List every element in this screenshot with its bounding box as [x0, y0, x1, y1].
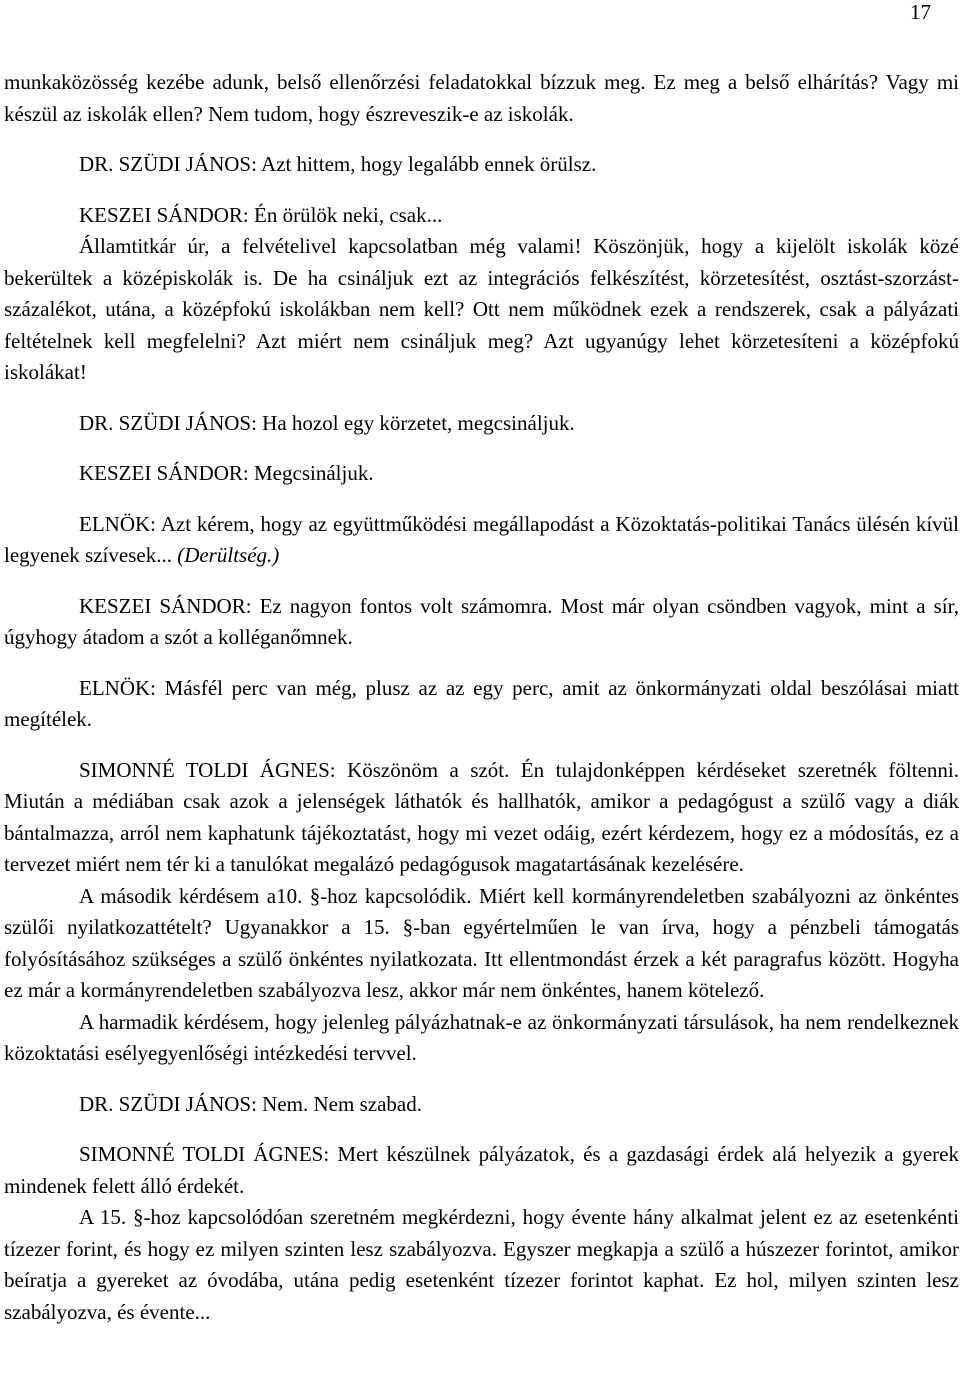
stage-direction: (Derültség.): [177, 543, 280, 567]
paragraph: [4, 509, 959, 572]
paragraph: SIMONNÉ TOLDI ÁGNES: Köszönöm a szót. Én tulajdonképpen kérdéseket szeretnék föltenni. Miután a médiában csak azok a jelenségek láthatók és hallhatók, amikor a pedagógust a szülő vagy a diák bántalmazza, arról nem kaphatunk tájékoztatást, hogy mi vezet odáig, ezért kérdezem, hogy ez a módosítás, ez a tervezet miért nem tér ki a tanulókat megalázó pedagógusok magatartásának kezelésére.: [4, 757, 959, 876]
paragraph: KESZEI SÁNDOR: Én örülök neki, csak...: [79, 202, 443, 227]
paragraph: ELNÖK: Másfél perc van még, plusz az az egy perc, amit az önkormányzati oldal beszólásai miatt megítélek.: [4, 675, 959, 731]
page-number: 17: [910, 0, 931, 24]
paragraph: DR. SZÜDI JÁNOS: Azt hittem, hogy legalább ennek örülsz.: [79, 152, 597, 176]
paragraph: DR. SZÜDI JÁNOS: Ha hozol egy körzetet, megcsináljuk.: [79, 410, 575, 435]
paragraph: A 15. §-hoz kapcsolódóan szeretném megkérdezni, hogy évente hány alkalmat jelent ez az esetenkénti tízezer forint, és hogy ez milyen szinten lesz szabályozva. Egyszer megkapja a szülő a húszezer forintot, amikor beíratja a gyereket az óvodába, utána pedig esetenként tízezer forintot kaphat. Ez hol, milyen szinten lesz szabályozva, és évente...: [4, 1205, 959, 1324]
paragraph: DR. SZÜDI JÁNOS: Nem. Nem szabad.: [79, 1091, 422, 1116]
speech-text: ELNÖK: Azt kérem, hogy az együttműködési megállapodást a Közoktatás-politikai Tanács ülésén kívül legyenek szívesek...: [4, 511, 959, 567]
paragraph: KESZEI SÁNDOR: Ez nagyon fontos volt számomra. Most már olyan csöndben vagyok, mint a sír, úgyhogy átadom a szót a kolléganőmnek.: [4, 593, 959, 649]
paragraph: A harmadik kérdésem, hogy jelenleg pályázhatnak-e az önkormányzati társulások, ha nem rendelkeznek közoktatási esélyegyenlőségi intézkedési tervvel.: [4, 1009, 959, 1065]
paragraph: SIMONNÉ TOLDI ÁGNES: Mert készülnek pályázatok, és a gazdasági érdek alá helyezik a gyerek mindenek felett álló érdekét.: [4, 1142, 959, 1198]
paragraph: KESZEI SÁNDOR: Megcsináljuk.: [79, 461, 374, 485]
paragraph: Államtitkár úr, a felvételivel kapcsolatban még valami! Köszönjük, hogy a kijelölt iskolák közé bekerültek a középiskolák is. De ha csináljuk ezt az integrációs felkészítést, körzetesítést, osztást-szorzást-százalékot, utána, a középfokú iskolákban nem kell? Ott nem működnek ezek a rendszerek, csak a pályázati feltételnek kell megfelelni? Azt miért nem csináljuk meg? Azt ugyanúgy lehet körzetesíteni a középfokú iskolákat!: [4, 234, 959, 384]
paragraph: munkaközösség kezébe adunk, belső ellenőrzési feladatokkal bízzuk meg. Ez meg a belső elhárítás? Vagy mi készül az iskolák ellen? Nem tudom, hogy észreveszik-e az iskolák.: [4, 70, 959, 126]
transcript-body: [4, 67, 959, 1328]
paragraph: A második kérdésem a10. §-hoz kapcsolódik. Miért kell kormányrendeletben szabályozni az önkéntes szülői nyilatkozattételt? Ugyanakkor a 15. §-ban egyértelműen le van írva, hogy a pénzbeli támogatás folyósításához szükséges a szülő önkéntes nyilatkozata. Itt ellentmondást érzek a két paragrafus között. Hogyha ez már a kormányrendeletben szabályozva lesz, akkor már nem önkéntes, hanem kötelező.: [4, 883, 959, 1002]
